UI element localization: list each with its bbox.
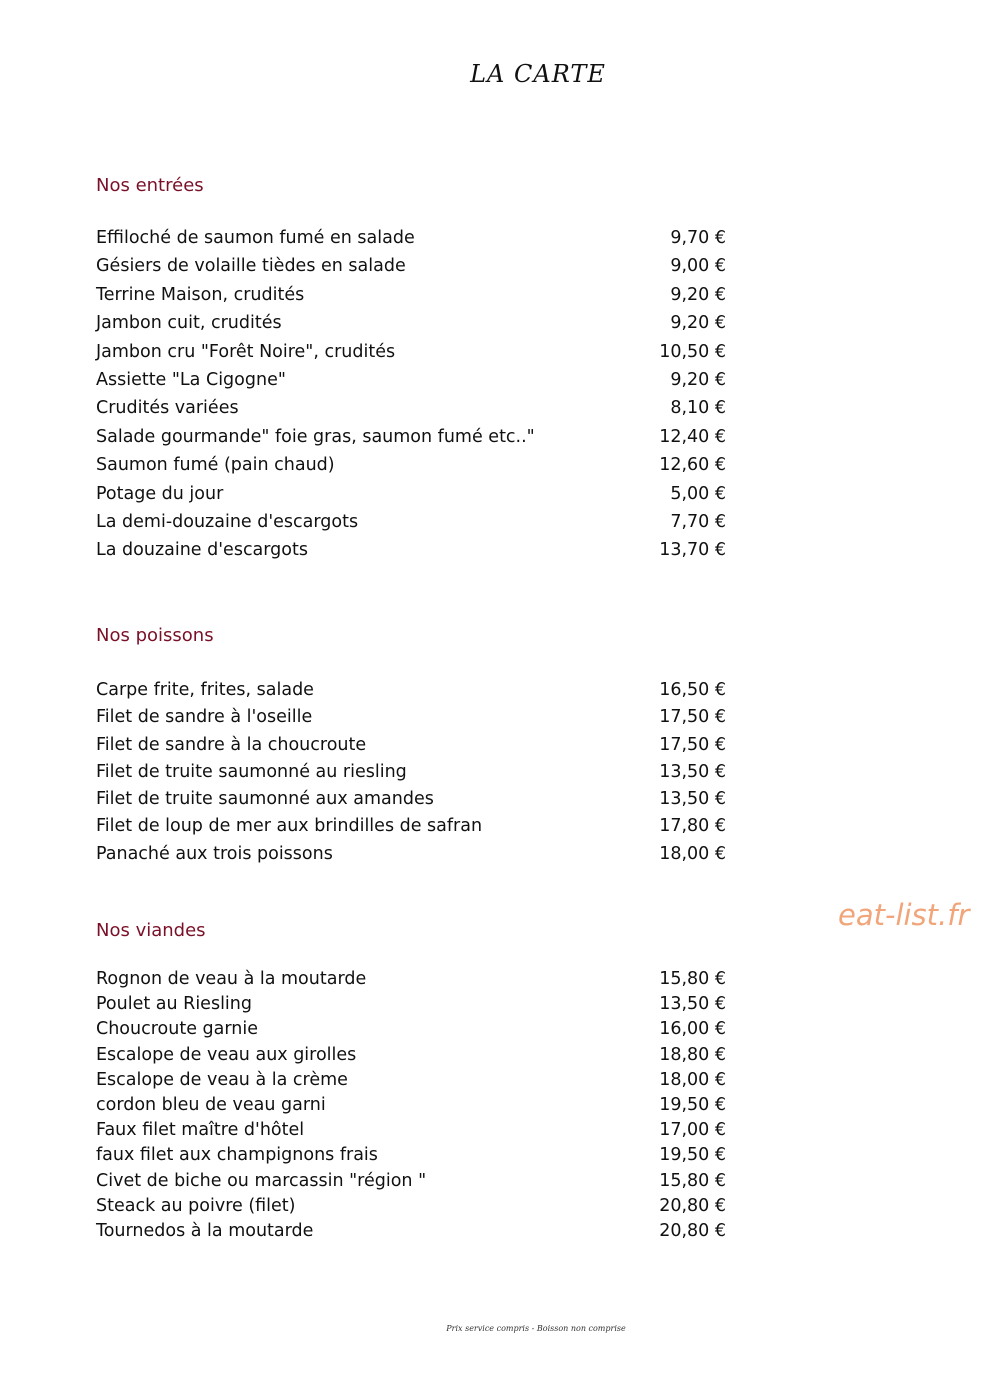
menu-item bbox=[96, 680, 726, 707]
menu-item-price: 17,50 € bbox=[659, 734, 726, 755]
section-title-viandes: Nos viandes bbox=[96, 920, 206, 941]
menu-item-name: Filet de truite saumonné aux amandes bbox=[96, 789, 434, 810]
menu-item bbox=[96, 540, 726, 568]
menu-item-name: Rognon de veau à la moutarde bbox=[96, 969, 367, 989]
menu-item bbox=[96, 1171, 726, 1196]
menu-item bbox=[96, 1095, 726, 1120]
menu-item-name: Filet de loup de mer aux brindilles de safran bbox=[96, 816, 483, 837]
menu-item-name: Terrine Maison, crudités bbox=[96, 284, 305, 305]
menu-item-price: 19,50 € bbox=[659, 1145, 726, 1166]
menu-item-name: Poulet au Riesling bbox=[96, 994, 252, 1015]
section-title-entrees: Nos entrées bbox=[96, 175, 204, 196]
menu-item-price: 10,50 € bbox=[659, 341, 726, 362]
menu-item-name: Crudités variées bbox=[96, 398, 239, 419]
menu-item-name: Escalope de veau à la crème bbox=[96, 1069, 348, 1090]
menu-item-price: 15,80 € bbox=[659, 969, 726, 989]
menu-item bbox=[96, 762, 726, 789]
menu-item-price: 17,80 € bbox=[659, 816, 726, 837]
menu-item bbox=[96, 1196, 726, 1221]
menu-item-price: 12,60 € bbox=[659, 455, 726, 476]
menu-item-name: La demi-douzaine d'escargots bbox=[96, 511, 359, 532]
menu-item-name: Salade gourmande" foie gras, saumon fumé etc.." bbox=[96, 426, 535, 447]
menu-item-price: 19,50 € bbox=[659, 1094, 726, 1115]
menu-item-name: Jambon cru "Forêt Noire", crudités bbox=[96, 341, 396, 362]
menu-item-name: Effiloché de saumon fumé en salade bbox=[96, 228, 415, 248]
menu-item bbox=[96, 735, 726, 762]
menu-item-price: 17,50 € bbox=[659, 707, 726, 728]
menu-item-price: 9,70 € bbox=[670, 228, 726, 248]
menu-item-name: Assiette "La Cigogne" bbox=[96, 369, 286, 390]
menu-item-name: Civet de biche ou marcassin "région " bbox=[96, 1170, 427, 1191]
menu-item bbox=[96, 285, 726, 313]
menu-item bbox=[96, 1045, 726, 1070]
menu-item bbox=[96, 370, 726, 398]
menu-item-price: 13,70 € bbox=[659, 540, 726, 561]
menu-item-price: 9,20 € bbox=[670, 369, 726, 390]
menu-item-name: Panaché aux trois poissons bbox=[96, 843, 333, 864]
menu-item bbox=[96, 707, 726, 734]
menu-item-name: Steack au poivre (filet) bbox=[96, 1195, 296, 1216]
menu-item bbox=[96, 455, 726, 483]
menu-item bbox=[96, 844, 726, 871]
menu-item-price: 13,50 € bbox=[659, 761, 726, 782]
section-title-poissons: Nos poissons bbox=[96, 625, 214, 646]
menu-item bbox=[96, 1019, 726, 1044]
menu-item-name: La douzaine d'escargots bbox=[96, 540, 308, 561]
menu-item-name: Potage du jour bbox=[96, 483, 224, 504]
menu-item-price: 13,50 € bbox=[659, 789, 726, 810]
menu-item-price: 18,00 € bbox=[659, 843, 726, 864]
menu-item-price: 7,70 € bbox=[670, 511, 726, 532]
menu-item bbox=[96, 256, 726, 284]
menu-item-price: 13,50 € bbox=[659, 994, 726, 1015]
entrees-list bbox=[96, 228, 726, 569]
menu-item-name: Gésiers de volaille tièdes en salade bbox=[96, 256, 406, 277]
menu-item bbox=[96, 816, 726, 843]
menu-item-name: cordon bleu de veau garni bbox=[96, 1094, 326, 1115]
menu-item-name: Saumon fumé (pain chaud) bbox=[96, 455, 335, 476]
menu-item bbox=[96, 342, 726, 370]
menu-item-name: Tournedos à la moutarde bbox=[96, 1220, 314, 1241]
menu-item bbox=[96, 1070, 726, 1095]
menu-item-name: Carpe frite, frites, salade bbox=[96, 680, 314, 700]
menu-item-name: Jambon cuit, crudités bbox=[96, 313, 282, 334]
menu-item-name: Filet de sandre à la choucroute bbox=[96, 734, 367, 755]
menu-item-price: 17,00 € bbox=[659, 1120, 726, 1141]
menu-item bbox=[96, 512, 726, 540]
menu-item-name: Filet de truite saumonné au riesling bbox=[96, 761, 407, 782]
menu-item-name: Filet de sandre à l'oseille bbox=[96, 707, 313, 728]
menu-item-price: 18,00 € bbox=[659, 1069, 726, 1090]
menu-item bbox=[96, 969, 726, 994]
poissons-list bbox=[96, 680, 726, 871]
menu-item-price: 5,00 € bbox=[670, 483, 726, 504]
page-title: LA CARTE bbox=[470, 60, 606, 88]
viandes-list bbox=[96, 969, 726, 1246]
menu-item-name: Escalope de veau aux girolles bbox=[96, 1044, 357, 1065]
menu-item-price: 9,00 € bbox=[670, 256, 726, 277]
menu-item-price: 8,10 € bbox=[670, 398, 726, 419]
menu-item-price: 20,80 € bbox=[659, 1220, 726, 1241]
menu-item-price: 16,50 € bbox=[659, 680, 726, 700]
menu-item bbox=[96, 228, 726, 256]
menu-item bbox=[96, 398, 726, 426]
menu-item bbox=[96, 484, 726, 512]
menu-item-price: 9,20 € bbox=[670, 284, 726, 305]
watermark: eat-list.fr bbox=[838, 898, 970, 932]
menu-item-name: Choucroute garnie bbox=[96, 1019, 258, 1040]
menu-item-price: 20,80 € bbox=[659, 1195, 726, 1216]
menu-item bbox=[96, 1145, 726, 1170]
menu-item-price: 9,20 € bbox=[670, 313, 726, 334]
menu-item bbox=[96, 1120, 726, 1145]
menu-item-name: faux filet aux champignons frais bbox=[96, 1145, 378, 1166]
menu-item-price: 18,80 € bbox=[659, 1044, 726, 1065]
menu-item-price: 12,40 € bbox=[659, 426, 726, 447]
menu-item bbox=[96, 1221, 726, 1246]
footer-note: Prix service compris - Boisson non comprise bbox=[446, 1324, 626, 1333]
menu-item bbox=[96, 789, 726, 816]
menu-item bbox=[96, 994, 726, 1019]
menu-item bbox=[96, 427, 726, 455]
menu-item-name: Faux filet maître d'hôtel bbox=[96, 1120, 305, 1141]
menu-item bbox=[96, 313, 726, 341]
menu-item-price: 15,80 € bbox=[659, 1170, 726, 1191]
menu-item-price: 16,00 € bbox=[659, 1019, 726, 1040]
